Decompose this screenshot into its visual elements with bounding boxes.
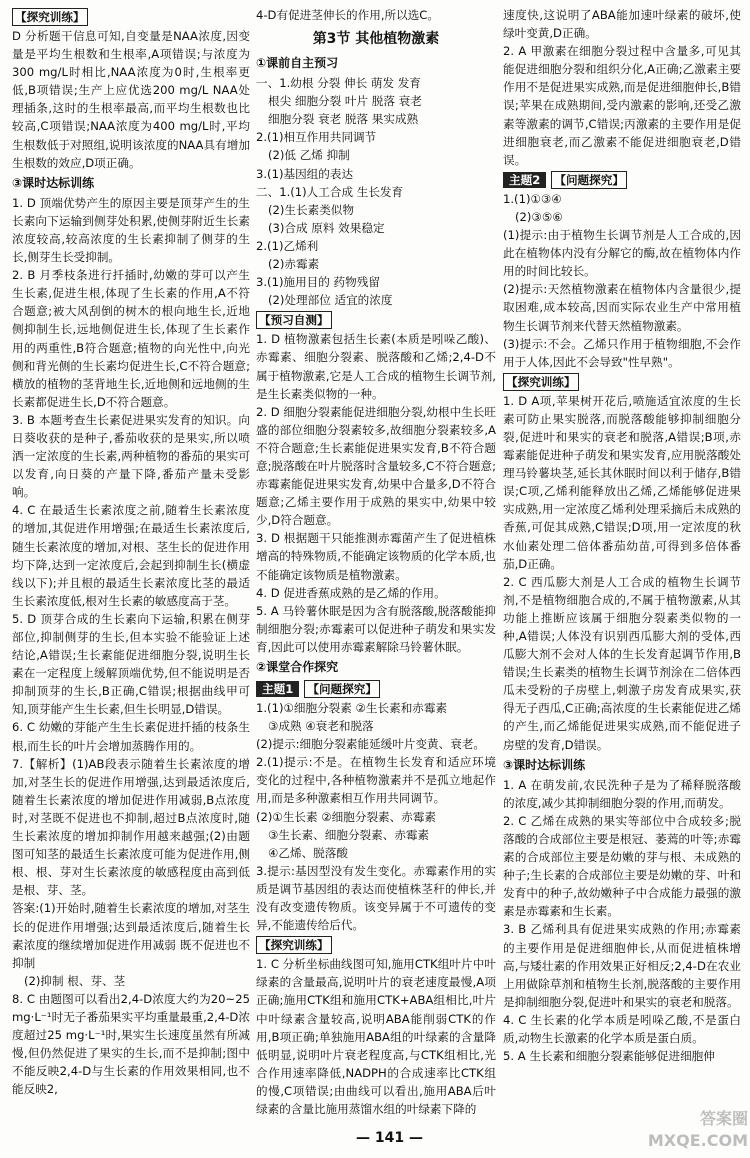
self-test-2: 2. D 细胞分裂素能促进细胞分裂,幼根中生长旺盛的部位细胞分裂素较多,故细胞分裂素较多,A不符合题意;生长素能促进果实发育,B不符合题意;脱落酸在叶片脱落时含量较多,C不符合题意;赤霉素能促进果实发育,幼果中合量多,D不符合题意;乙烯主要作用于成熟的果实中,幼果中较少,D符合题意。	[256, 404, 496, 528]
section-heading-classroom: ②课堂合作探究	[256, 660, 339, 674]
preview-line: 3.(1)施用目的 药物残留	[256, 275, 380, 290]
preview-answers-list	[256, 74, 496, 309]
question-2d: ④乙烯、脱落酸	[268, 845, 348, 860]
column-middle	[256, 6, 496, 1118]
question-1b: ③成熟 ④衰老和脱落	[268, 719, 374, 734]
practice-2: 2. C 乙烯在成熟的果实等部位中合成较多;脱落酸的合成部位主要是根冠、萎蔫的叶等;赤霉素的合成部位主要是幼嫩的芽与根、未成熟的种子;生长素的合成部位主要是幼嫩的芽、叶和发育中的种子,故幼嫩种子中合成能力最强的激素是赤霉素和生长素。	[503, 813, 741, 919]
preview-line: 一、1.幼根 分裂 伸长 萌发 发育	[256, 76, 421, 91]
self-test-4: 4. D 促进香蕉成熟的是乙烯的作用。	[256, 585, 446, 600]
preview-line: (2)低 乙烯 抑制	[268, 148, 350, 163]
page-number: — 141 —	[356, 1130, 423, 1146]
preview-line: 根尖 细胞分裂 叶片 脱落 衰老	[268, 94, 422, 109]
question2-hint1: (1)提示:由于植物生长调节剂是人工合成的,因此在植物体内没有分解它的酶,故在植物体内作用的时间比较长。	[503, 228, 741, 279]
explore-1: 1. C 分析坐标曲线图可知,施用CTK组叶片中叶绿素的含量最高,说明叶片的衰老速度最慢,A项正确;施用CTK组和施用CTK+ABA组相比,叶片中叶绿素含量较高,说明ABA能削弱CTK的作用,B项正确;单独施用ABA组的叶绿素的含量降低明显,说明叶片衰老程度高,与CTK组相比,光合作用速率降低,NADPH的合成速率比CTK组的慢,C项错误;由曲线可以看出,施用ABA后叶绿素的含量比施用蒸馏水组的叶绿素下降的	[256, 957, 496, 1116]
section-heading-class-practice: ③课时达标训练	[12, 175, 95, 190]
answer-q3: 3. B 本题考查生长素促进果实发育的知识。向日葵收获的是种子,番茄收获的是果实,所以喷洒一定浓度的生长素,两种植物的番茄的果实可以发育,向日葵的产量下降,番茄产量未受影响。	[12, 412, 250, 500]
explore-2: 2. A 甲激素在细胞分裂过程中含量多,可见其能促进细胞分裂和组织分化,A正确;乙激素主要作用不是促进果实成熟,而是促进细胞伸长,B错误;苹果在成熟期间,受内激素的影响,还受乙激素等激素的调节,C错误;丙激素的主要作用是促进细胞衰老,而乙激素不能促进细胞衰老,D错误。	[503, 44, 741, 167]
self-test-3: 3. D 根据题干只能推测赤霉菌产生了促进植株增高的特殊物质,不能确定该物质的化学本质,也不能确定该物质是植物激素。	[256, 531, 496, 582]
practice-1: 1. A 在萌发前,农民洗种子是为了稀释脱落酸的浓度,减少其抑制细胞分裂的作用,而萌发。	[503, 777, 741, 810]
practice-5: 5. A 生长素和细胞分裂素能够促进细胞伸	[503, 1049, 715, 1064]
self-test-5: 5. A 马铃薯休眠是因为含有脱落酸,脱落酸能抑制细胞分裂;赤霉素可以促进种子萌发和果实发育,因此可以使用赤霉素解除马铃薯休眠。	[256, 603, 496, 654]
answer-q5: 5. D 顶芽合成的生长素向下运输,积累在侧芽部位,抑制侧芽的生长,但本实验不能验证上述结论,A错误;生长素能促进细胞分裂,说明生长素在一定程度上缓解顶端优势,但不能说明是否抑制顶芽的生长,B正确,C错误;根据曲线甲可知,顶芽能产生生长素,但生长明显,D错误。	[12, 611, 250, 717]
continued-text: 4-D有促进茎伸长的作用,所以选C。	[256, 8, 439, 22]
watermark-logo: 答案圈 MXQE.COM	[647, 1109, 748, 1150]
preview-line: (2)生长素类似物	[268, 202, 354, 217]
question-1: 1.(1)①细胞分裂素 ②生长素和赤霉素	[256, 701, 448, 715]
explore2-2: 2. C 西瓜膨大剂是人工合成的植物生长调节剂,不是植物细胞合成的,不属于植物激素,从其功能上推断应该属于细胞分裂素类似物的一种,A错误;人体没有识别西瓜膨大剂的受体,西瓜膨大剂不会对人体的生长发育起调节作用,B错误;生长素类的植物生长调节剂涂在二倍体西瓜未受粉的子房壁上,刺激子房发育成果实,获得无子西瓜,C正确;高浓度的生长素能促进乙烯的产生,而乙烯能促进果实成熟,而不能促进子房壁的发育,D错误。	[503, 574, 741, 752]
question-2b: (2)①生长素 ②细胞分裂素、赤霉素	[256, 809, 437, 824]
answer-q7-answer2: (2)抑制 根、芽、茎	[24, 973, 126, 988]
continued-text-right: 速度快,这说明了ABA能加速叶绿素的破坏,使绿叶变黄,D正确。	[503, 8, 741, 41]
question2-1b: (2)③⑤⑥	[515, 209, 563, 224]
section-heading-class-practice-2: ③课时达标训练	[503, 757, 586, 772]
column-right	[503, 6, 741, 1065]
section-heading-preview: ①课前自主预习	[256, 56, 339, 71]
practice-3: 3. B 乙烯利具有促进果实成熟的作用;赤霉素的主要作用是促进细胞伸长,从而促进植株增高,与矮壮素的作用效果正好相反;2,4-D在农业上用做除草剂和植物生长剂,脱落酸的主要作用是抑制细胞分裂,促进叶和果实的衰老和脱落。	[503, 922, 741, 1009]
question-2c: ③生长素、细胞分裂素、赤霉素	[268, 827, 430, 842]
theme-badge-2: 主题2	[503, 172, 546, 188]
column-left	[12, 6, 250, 1098]
question-1-hint: (2)提示:细胞分裂素能延缓叶片变黄、衰老。	[256, 737, 486, 752]
section-tag-explore-2: 【探究训练】	[256, 936, 332, 954]
question2-1: 1.(1)①③④	[503, 191, 562, 206]
preview-line: 二、1.(1)人工合成 生长发育	[256, 184, 404, 199]
question2-hint2: (2)提示:天然植物激素在植物体内含量很少,提取困难,成本较高,因而实际农业生产中常用植物生长调节剂来代替天然植物激素。	[503, 282, 741, 333]
question2-hint3: (3)提示:不会。乙烯只作用于植物细胞,不会作用于人体,因此不会导致"性早熟"。	[503, 336, 741, 369]
question-3: 3.提示:基因型没有发生变化。赤霉素作用的实质是调节基因组的表达而使植株茎秆的伸长,并没有改变遗传物质。该变异属于不可遗传的变异,不能遗传给后代。	[256, 863, 496, 933]
answer-q8: 8. C 由题图可以看出2,4-D浓度大约为20~25 mg·L⁻¹时无子番茄果实平均重量最重,2,4-D浓度超过25 mg·L⁻¹时,果实生长速度虽然有所减慢,但仍然促进了果实的生长,而不是抑制;图中不能反映2,4-D与生长素的作用效果相同,也不能反映2,	[12, 991, 250, 1097]
answer-q4: 4. C 在最适生长素浓度之前,随着生长素浓度的增加,其促进作用增强;在最适生长素浓度后,随生长素浓度的增加,对根、茎生长的促进作用均下降,达到一定浓度后,会起到抑制生长(横虚线以下);并且根的最适生长素浓度比茎的最适生长素浓度低,根对生长素的敏感度高于茎。	[12, 503, 250, 608]
answer-q2: 2. B 月季枝条进行扦插时,幼嫩的芽可以产生生长素,促进生根,体现了生长素的作用,A不符合题意;被大风刮倒的树木的根向地生长,近地侧抑制生长,远地侧促进生长,体现了生长素作用的两重性,B符合题意;植物的向光性中,向光侧和背光侧的生长素均促进生长,C不符合题意;横放的植物的茎背地生长,近地侧和远地侧的生长素都促进生长,D不符合题意。	[12, 268, 250, 409]
preview-line: (3)合成 原料 效果稳定	[268, 220, 385, 235]
answer-q6: 6. C 幼嫩的芽能产生生长素促进扦插的枝条生根,而生长的叶片会增加蒸腾作用的。	[12, 720, 250, 753]
preview-line: 3.(1)基因组的表达	[256, 166, 354, 181]
answer-q1: 1. D 顶端优势产生的原因主要是顶芽产生的生长素向下运输到侧芽处积累,使侧芽附近生长素浓度较高,较高浓度的生长素抑制了侧芽的生长,侧芽生长受抑制。	[12, 195, 250, 265]
section-tag-self-test: 【预习自测】	[256, 311, 332, 329]
practice-4: 4. C 生长素的化学本质是吲哚乙酸,不是蛋白质,动物生长激素的化学本质是蛋白质。	[503, 1012, 741, 1045]
section-tag-explore: 【探究训练】	[12, 8, 88, 26]
theme-badge-1: 主题1	[256, 681, 299, 697]
section-tag-question-2: 【问题探究】	[551, 171, 627, 189]
chapter-title: 第3节 其他植物激素	[312, 31, 440, 48]
question-2: 2.(1)提示:不是。在植物生长发育和适应环境变化的过程中,各种植物激素并不是孤立地起作用,而是多种激素相互作用共同调节。	[256, 755, 496, 806]
preview-line: 2.(1)乙烯利	[256, 238, 319, 253]
paragraph-explore-answer: D 分析题干信息可知,自变量是NAA浓度,因变量是平均生根数和生根率,A项错误;与浓度为300 mg/L时相比,NAA浓度为0时,生根率更低,B项错误;生产上应优选200 mg/L NAA处理插条,这时的生根率最高,而平均生根数也比较高,C项错误;NAA浓度为400 mg/L时,平均生根数低于对照组,说明该浓度的NAA具有增加生根数的效应,D项正确。	[12, 29, 250, 170]
section-tag-question: 【问题探究】	[304, 680, 380, 698]
preview-line: (2)处理部位 适宜的浓度	[268, 293, 393, 308]
self-test-1: 1. D 植物激素包括生长素(本质是吲哚乙酸)、赤霉素、细胞分裂素、脱落酸和乙烯;2,4-D不属于植物激素,它是人工合成的植物生长调节剂,是生长素类似物的一种。	[256, 332, 496, 401]
section-tag-explore-3: 【探究训练】	[503, 373, 579, 391]
explore2-1: 1. D A项,苹果树开花后,喷施适宜浓度的生长素可防止果实脱落,而脱落酸能够抑制细胞分裂,促进叶和果实的衰老和脱落,A错误;B项,赤霉素能促进种子萌发和果实发育,应用脱落酸处理马铃薯块茎,延长其休眠时间以利于储存,B错误;C项,乙烯利能释放出乙烯,乙烯能够促进果实成熟,用一定浓度乙烯利处理采摘后未成熟的香蕉,可促其成熟,C错误;D项,用一定浓度的秋水仙素处理二倍体番茄幼苗,可得到多倍体番茄,D正确。	[503, 393, 741, 571]
answer-q7-answer: 答案:(1)开始时,随着生长素浓度的增加,对茎生长的促进作用增强;达到最适浓度后,随着生长素浓度的继续增加促进作用减弱 既不促进也不抑制	[12, 901, 250, 970]
preview-line: 细胞分裂 衰老 脱落 果实成熟	[268, 112, 419, 127]
preview-line: 2.(1)相互作用共同调节	[256, 130, 377, 145]
preview-line: (2)赤霉素	[268, 257, 320, 272]
answer-q7: 7.【解析】(1)AB段表示随着生长素浓度的增加,对茎生长的促进作用增强,达到最适浓度后,随着生长素浓度的增加促进作用减弱,B点浓度时,对茎既不促进也不抑制,超过B点浓度时,随生长素浓度的增加抑制作用越来越强;(2)由题图可知茎的最适生长素浓度可能为促进作用,侧根、根、芽对生长素浓度的敏感程度由高到低是根、芽、茎。	[12, 756, 250, 898]
